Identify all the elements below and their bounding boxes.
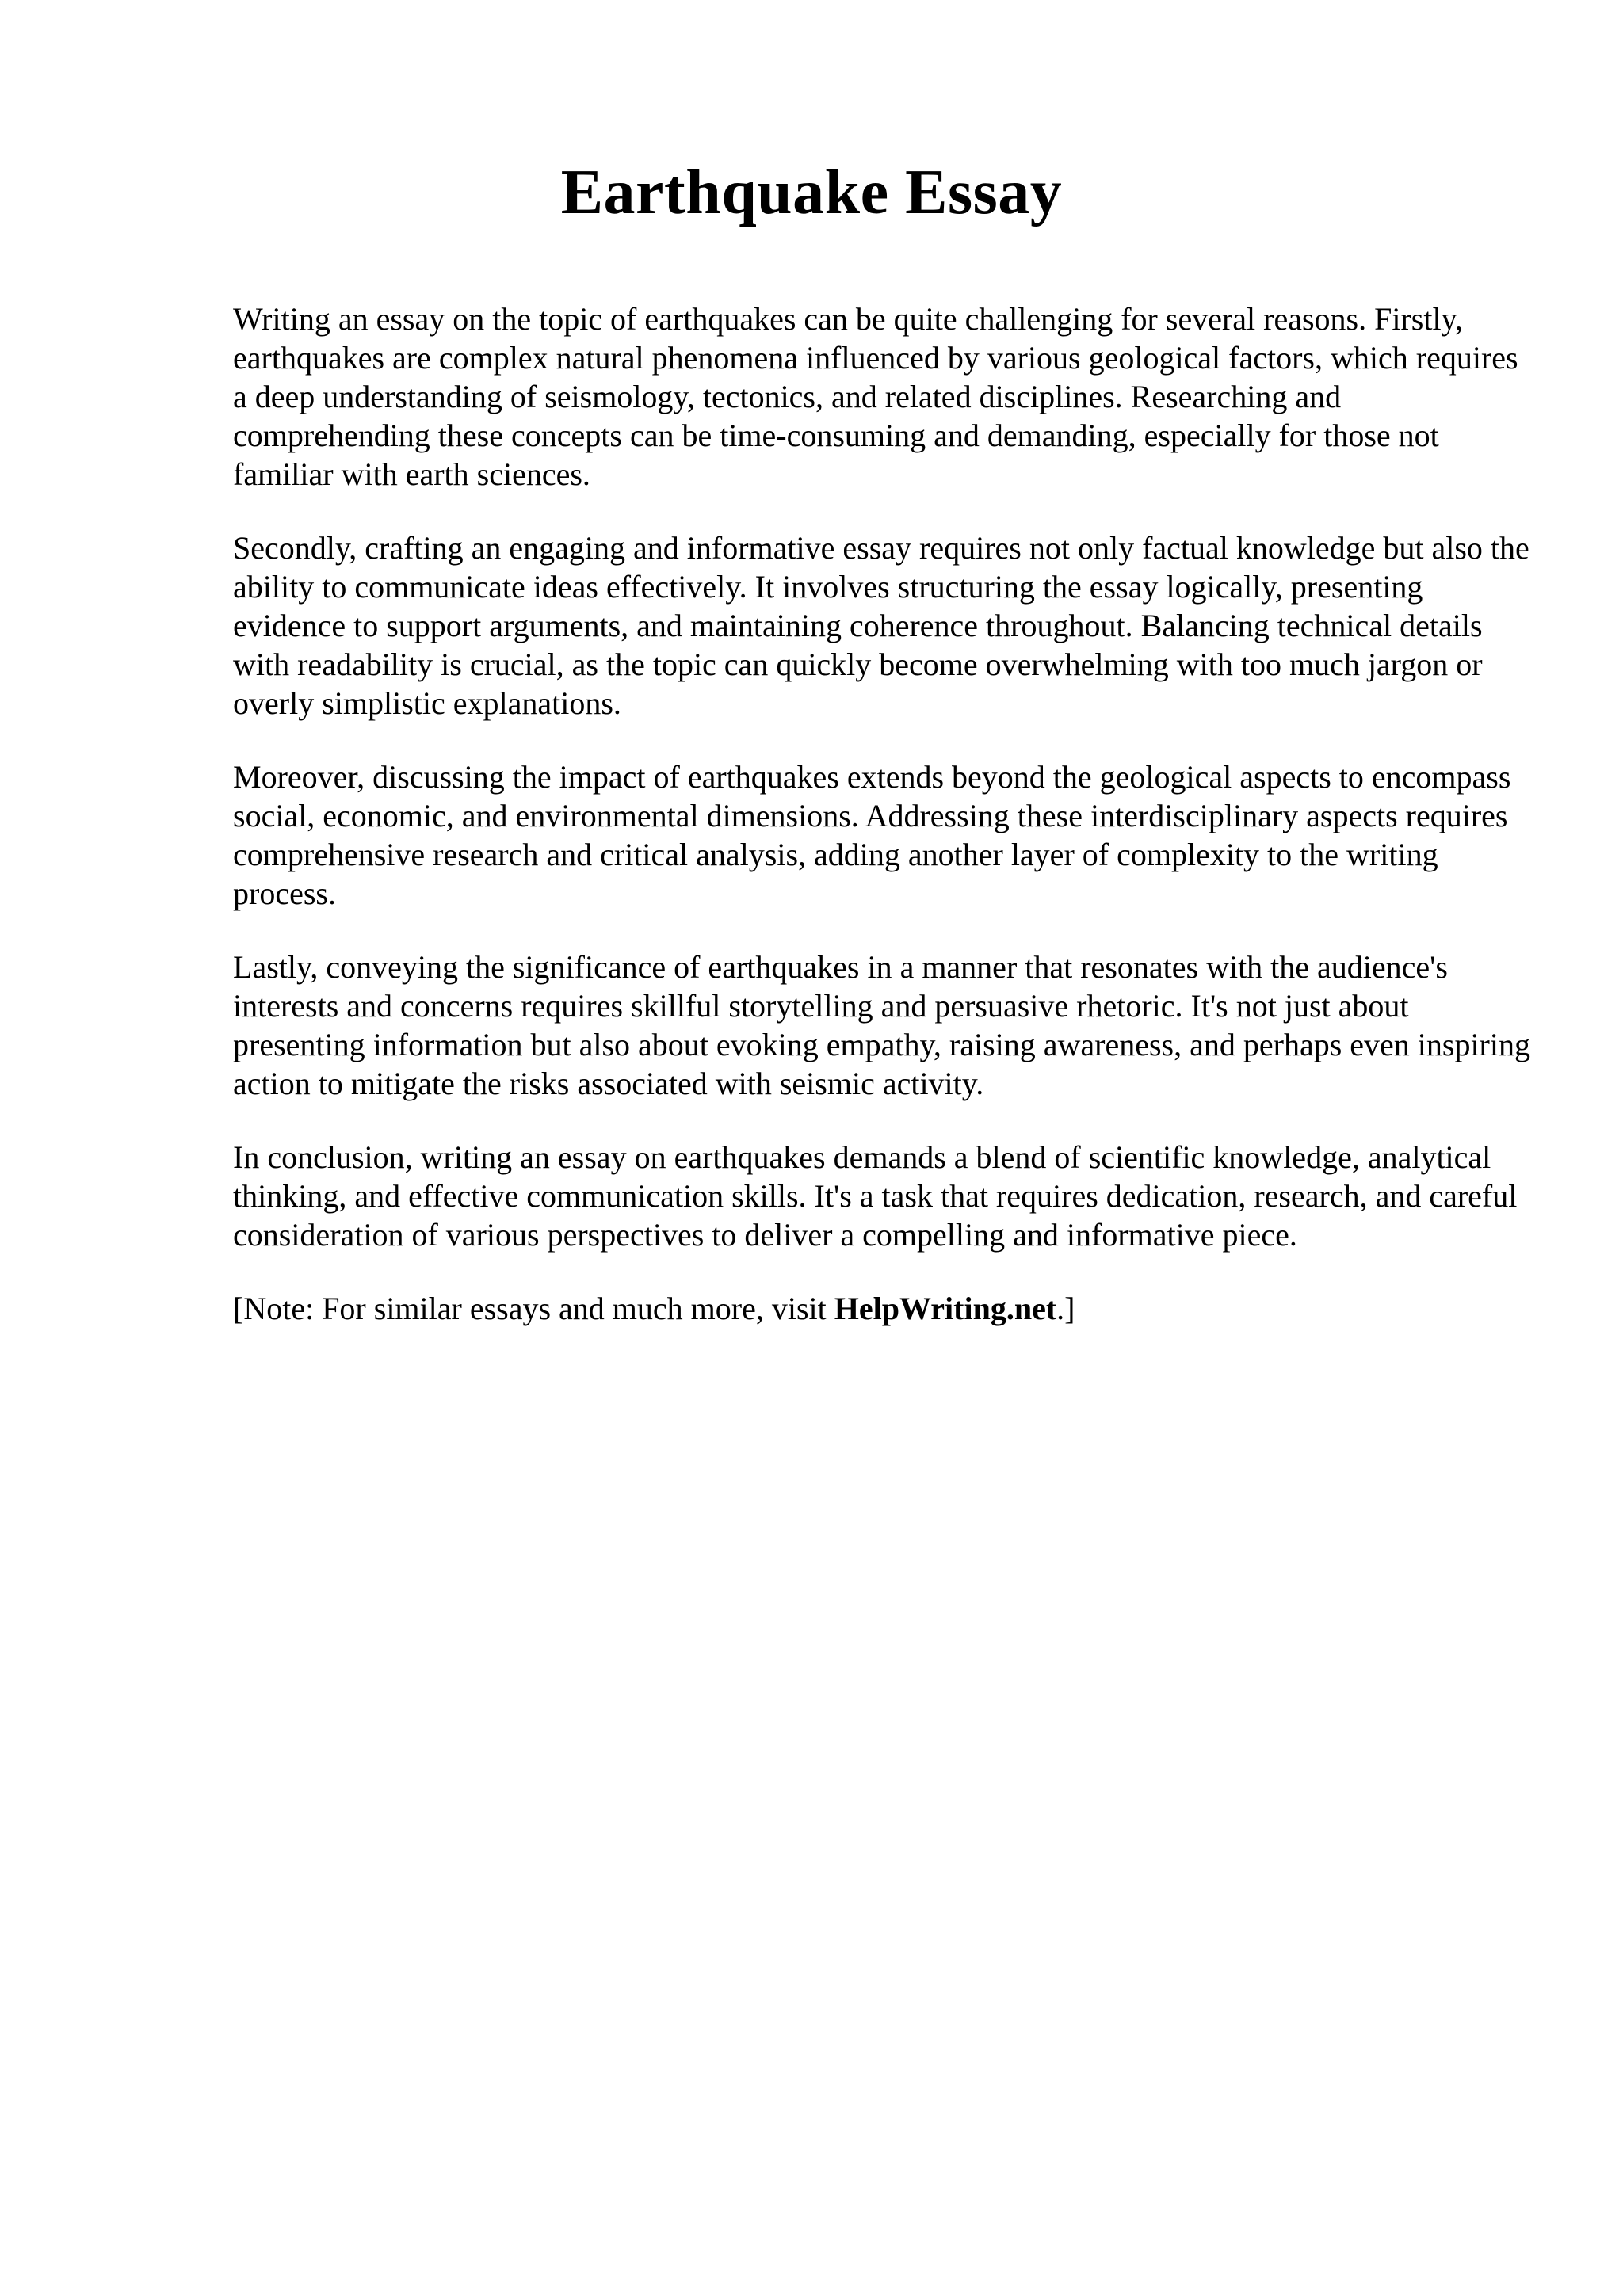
paragraph-2: Secondly, crafting an engaging and informative essay requires not only factual knowledge but also the ability to communicate ideas effectively. It involves structuring the essay logically, presenting evidence to support arguments, and maintaining coherence throughout. Balancing technical details with readability is crucial, as the topic can quickly become overwhelming with too much jargon or overly simplistic explanations. bbox=[233, 530, 1529, 721]
note-suffix: .] bbox=[1056, 1291, 1075, 1326]
paragraph-5: In conclusion, writing an essay on earthquakes demands a blend of scientific knowledge, analytical thinking, and effective communication skills. It's a task that requires dedication, research, and careful consideration of various perspectives to deliver a compelling and informative piece. bbox=[233, 1139, 1518, 1253]
document-title: Earthquake Essay bbox=[560, 158, 1063, 227]
paragraph-3: Moreover, discussing the impact of earthquakes extends beyond the geological aspects to encompass social, economic, and environmental dimensions. Addressing these interdisciplinary aspects requires comprehensive research and critical analysis, adding another layer of complexity to the writing process. bbox=[233, 759, 1511, 911]
note-prefix: [Note: For similar essays and much more, visit bbox=[233, 1291, 834, 1326]
paragraph-4: Lastly, conveying the significance of earthquakes in a manner that resonates with the audience's interests and concerns requires skillful storytelling and persuasive rhetoric. It's not just about presenting information but also about evoking empathy, raising awareness, and perhaps even inspiring action to mitigate the risks associated with seismic activity. bbox=[233, 949, 1530, 1101]
footer-note bbox=[233, 1289, 1533, 1328]
helpwriting-link[interactable]: HelpWriting.net bbox=[834, 1291, 1057, 1326]
paragraph-1: Writing an essay on the topic of earthquakes can be quite challenging for several reasons. Firstly, earthquakes are complex natural phenomena influenced by various geological factors, which requires a deep understanding of seismology, tectonics, and related disciplines. Researching and comprehending these concepts can be time-consuming and demanding, especially for those not familiar with earth sciences. bbox=[233, 301, 1518, 492]
essay-body bbox=[233, 299, 1533, 1328]
